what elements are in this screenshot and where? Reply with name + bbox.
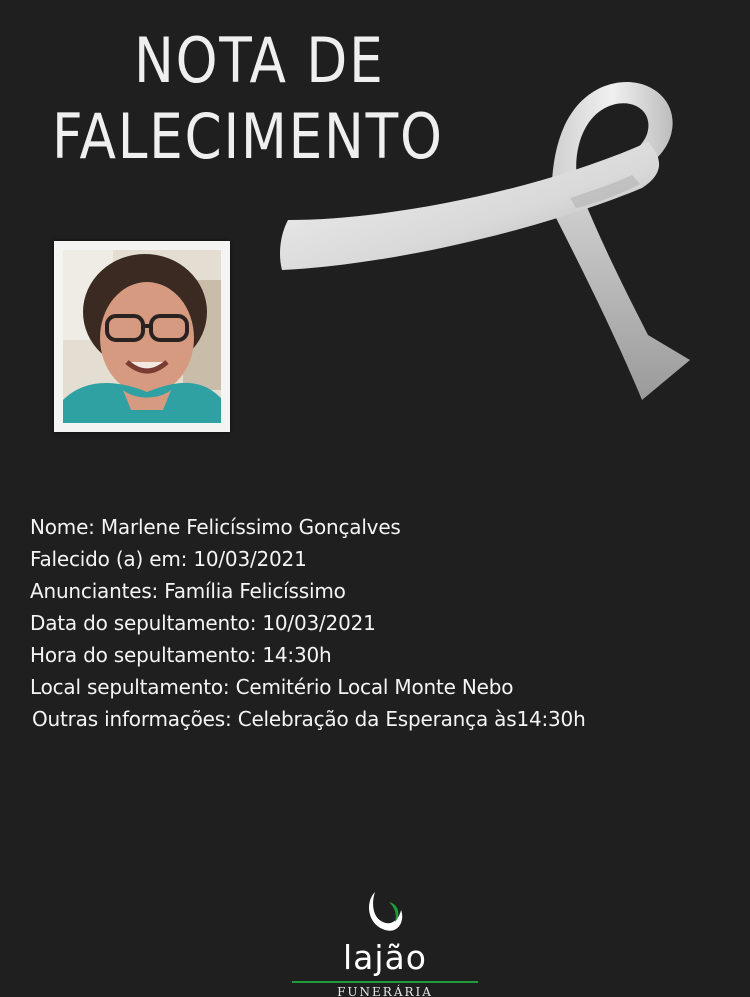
detail-burial-date: Data do sepultamento: 10/03/2021 (30, 611, 376, 635)
mourning-ribbon-icon (270, 70, 710, 420)
detail-burial-time: Hora do sepultamento: 14:30h (30, 643, 332, 667)
title-line-1: NOTA DE (134, 24, 385, 97)
crescent-leaf-icon (365, 888, 405, 936)
detail-death-date: Falecido (a) em: 10/03/2021 (30, 547, 307, 571)
portrait-photo (63, 250, 221, 423)
detail-other-info: Outras informações: Celebração da Esperança às14:30h (32, 707, 586, 731)
detail-name: Nome: Marlene Felicíssimo Gonçalves (30, 515, 401, 539)
funeral-home-logo (290, 882, 480, 997)
detail-announcers: Anunciantes: Família Felicíssimo (30, 579, 346, 603)
logo-name: lajão (343, 938, 427, 977)
logo-divider (292, 981, 478, 983)
portrait-frame (54, 241, 230, 432)
detail-burial-location: Local sepultamento: Cemitério Local Monte Nebo (30, 675, 514, 699)
obituary-details (30, 511, 730, 735)
title-line-2: FALECIMENTO (52, 100, 444, 173)
logo-subtitle: FUNERÁRIA (337, 985, 433, 997)
